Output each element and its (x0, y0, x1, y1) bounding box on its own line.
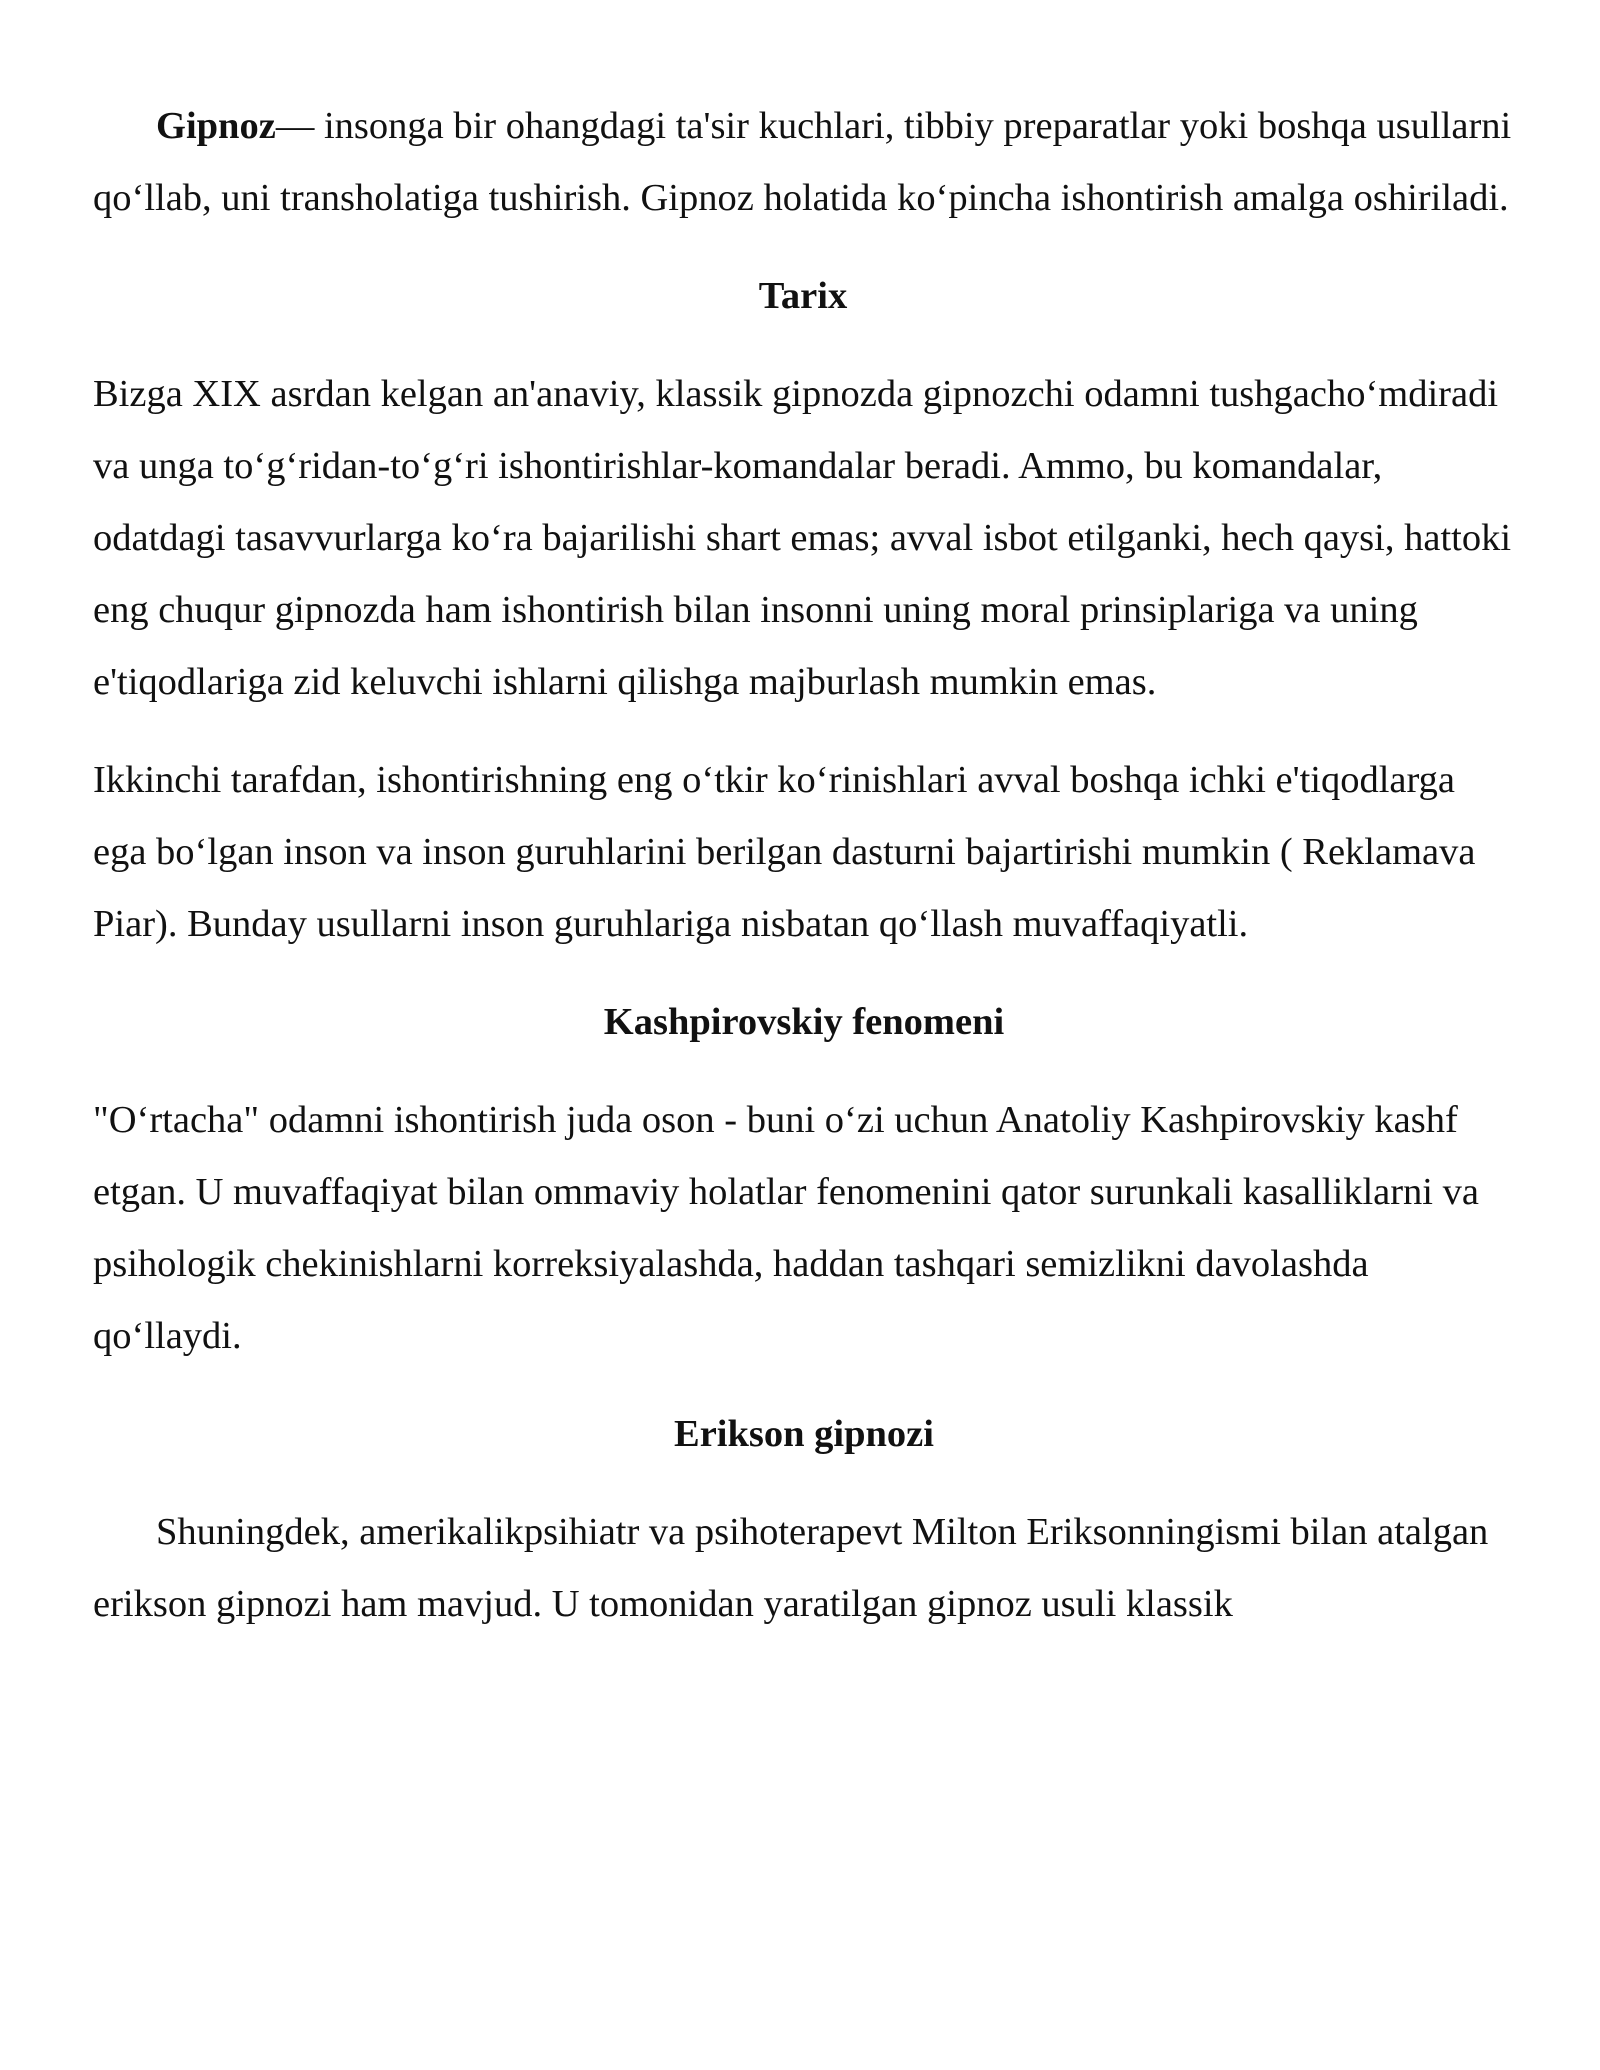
section-heading-kashpirovskiy: Kashpirovskiy fenomeni (603, 1001, 1005, 1043)
section-heading-erikson: Erikson gipnozi (674, 1413, 934, 1455)
tarix-paragraph-1: Bizga XIX asrdan kelgan an'anaviy, klassik gipnozda gipnozchi odamni tushgacho‘mdiradi va unga to‘g‘ridan-to‘g‘ri ishontirishlar-komandalar beradi. Ammo, bu komandalar, odatdagi tasavvurlarga ko‘ra bajarilishi shart emas; avval isbot etilganki, hech qaysi, hattoki eng chuqur gipnozda ham ishontirish bilan insonni uning moral prinsiplariga va uning e'tiqodlariga zid keluvchi ishlarni qilishga majburlash mumkin emas. (93, 373, 1512, 703)
intro-text: — insonga bir ohangdagi ta'sir kuchlari, tibbiy preparatlar yoki boshqa usullarni qo‘llab, uni transholatiga tushirish. Gipnoz holatida ko‘pincha ishontirish amalga oshiriladi. (93, 105, 1512, 219)
tarix-paragraph-2: Ikkinchi tarafdan, ishontirishning eng o‘tkir ko‘rinishlari avval boshqa ichki e'tiqodlarga ega bo‘lgan inson va inson guruhlarini berilgan dasturni bajartirishi mumkin ( Reklamava Piar). Bunday usullarni inson guruhlariga nisbatan qo‘llash muvaffaqiyatli. (93, 759, 1476, 945)
document-body (93, 90, 1513, 1640)
kashpirovskiy-paragraph: "O‘rtacha" odamni ishontirish juda oson - buni o‘zi uchun Anatoliy Kashpirovskiy kashf etgan. U muvaffaqiyat bilan ommaviy holatlar fenomenini qator surunkali kasalliklarni va psihologik chekinishlarni korreksiyalashda, haddan tashqari semizlikni davolashda qo‘llaydi. (93, 1099, 1479, 1357)
intro-paragraph (93, 90, 1513, 234)
intro-term: Gipnoz (156, 105, 276, 147)
erikson-paragraph: Shuningdek, amerikalikpsihiatr va psihoterapevt Milton Eriksonningismi bilan atalgan erikson gipnozi ham mavjud. U tomonidan yaratilgan gipnoz usuli klassik (93, 1511, 1489, 1625)
section-heading-tarix: Tarix (758, 275, 848, 317)
